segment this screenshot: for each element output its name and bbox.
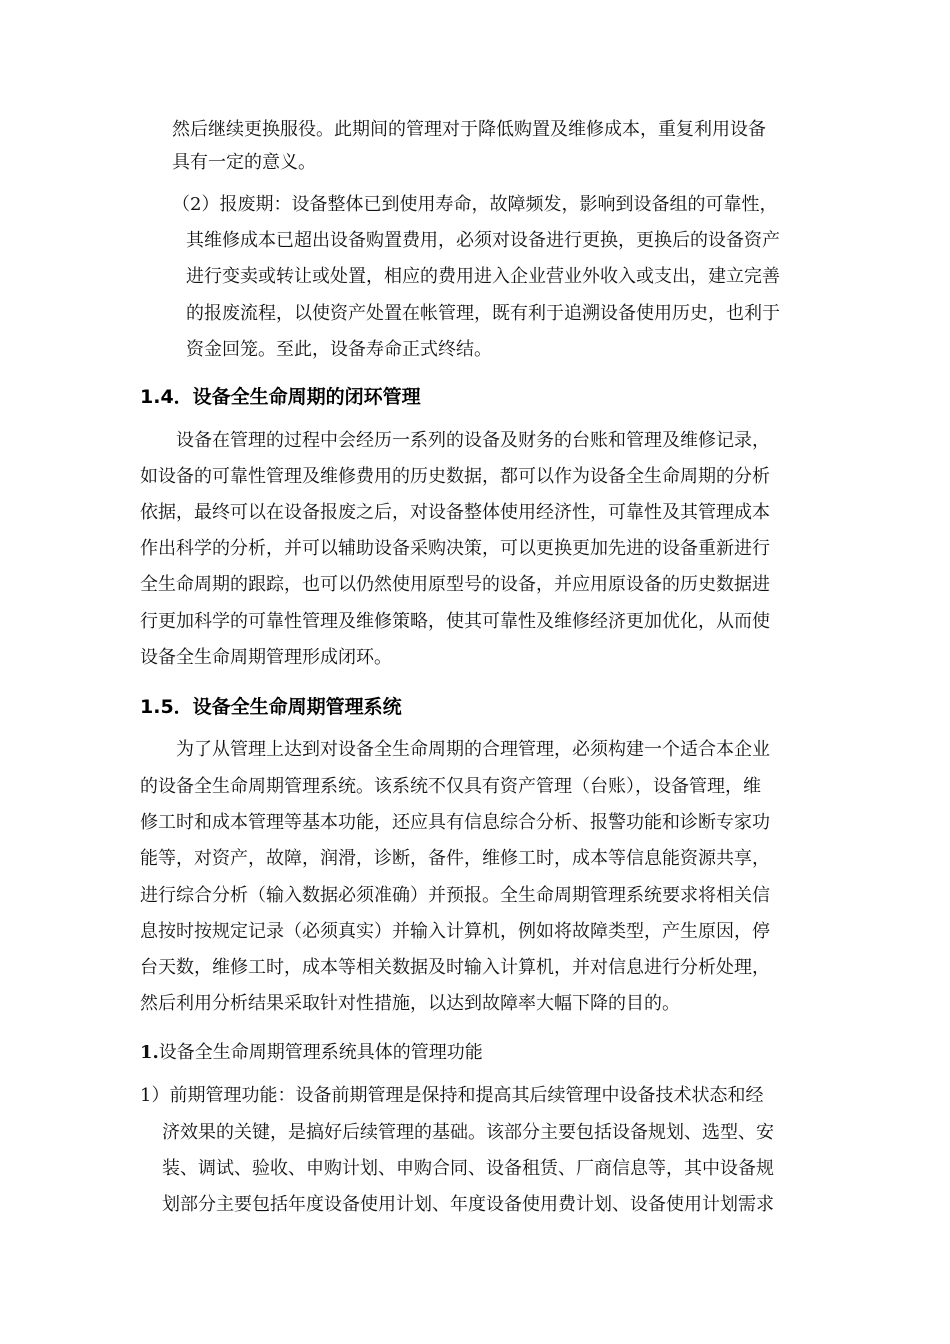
paragraph-line: 设备在管理的过程中会经历一系列的设备及财务的台账和管理及维修记录， xyxy=(176,430,770,451)
paragraph-line: 台天数，维修工时，成本等相关数据及时输入计算机，并对信息进行分析处理， xyxy=(140,957,770,978)
paragraph-line: 进行综合分析（输入数据必须准确）并预报。全生命周期管理系统要求将相关信 xyxy=(140,885,770,906)
paragraph-line: 的报废流程，以使资产处置在帐管理，既有利于追溯设备使用历史，也利于 xyxy=(186,303,780,324)
paragraph-line: 作出科学的分析，并可以辅助设备采购决策，可以更换更加先进的设备重新进行 xyxy=(140,538,770,559)
subsection-heading xyxy=(140,1041,483,1065)
paragraph-line: 其维修成本已超出设备购置费用，必须对设备进行更换，更换后的设备资产 xyxy=(186,230,780,251)
subsection-number: 1. xyxy=(140,1042,159,1063)
subsection-title: 设备全生命周期管理系统具体的管理功能 xyxy=(158,1042,483,1063)
section-heading: 1.5．设备全生命周期管理系统 xyxy=(140,696,402,718)
paragraph-line: 息按时按规定记录（必须真实）并输入计算机，例如将故障类型，产生原因，停 xyxy=(140,921,770,942)
paragraph-line: （2）报废期：设备整体已到使用寿命，故障频发，影响到设备组的可靠性， xyxy=(172,194,778,215)
paragraph-line: 如设备的可靠性管理及维修费用的历史数据，都可以作为设备全生命周期的分析 xyxy=(140,466,770,487)
paragraph-line: 依据，最终可以在设备报废之后，对设备整体使用经济性，可靠性及其管理成本 xyxy=(140,502,770,523)
paragraph-line: 修工时和成本管理等基本功能，还应具有信息综合分析、报警功能和诊断专家功 xyxy=(140,812,770,833)
paragraph-line: 然后利用分析结果采取针对性措施，以达到故障率大幅下降的目的。 xyxy=(140,993,680,1014)
paragraph-line: 具有一定的意义。 xyxy=(172,152,316,173)
section-heading: 1.4．设备全生命周期的闭环管理 xyxy=(140,386,421,408)
paragraph-line: 为了从管理上达到对设备全生命周期的合理管理，必须构建一个适合本企业 xyxy=(176,739,770,760)
paragraph-line: 能等，对资产，故障，润滑，诊断，备件，维修工时，成本等信息能资源共享， xyxy=(140,848,770,869)
paragraph-line: 资金回笼。至此，设备寿命正式终结。 xyxy=(186,339,492,360)
paragraph-line: 全生命周期的跟踪，也可以仍然使用原型号的设备，并应用原设备的历史数据进 xyxy=(140,574,770,595)
paragraph-line: 进行变卖或转让或处置，相应的费用进入企业营业外收入或支出，建立完善 xyxy=(186,266,780,287)
list-item-line: 划部分主要包括年度设备使用计划、年度设备使用费计划、设备使用计划需求 xyxy=(162,1194,774,1215)
paragraph-line: 的设备全生命周期管理系统。该系统不仅具有资产管理（台账），设备管理，维 xyxy=(140,776,761,797)
paragraph-line: 行更加科学的可靠性管理及维修策略，使其可靠性及维修经济更加优化，从而使 xyxy=(140,611,770,632)
list-item-line: 济效果的关键，是搞好后续管理的基础。该部分主要包括设备规划、选型、安 xyxy=(162,1122,774,1143)
list-item-line: 装、调试、验收、申购计划、申购合同、设备租赁、厂商信息等，其中设备规 xyxy=(162,1158,774,1179)
paragraph-line: 设备全生命周期管理形成闭环。 xyxy=(140,647,392,668)
list-item-line: 1）前期管理功能：设备前期管理是保持和提高其后续管理中设备技术状态和经 xyxy=(140,1085,764,1106)
paragraph-line: 然后继续更换服役。此期间的管理对于降低购置及维修成本，重复利用设备 xyxy=(172,119,766,140)
